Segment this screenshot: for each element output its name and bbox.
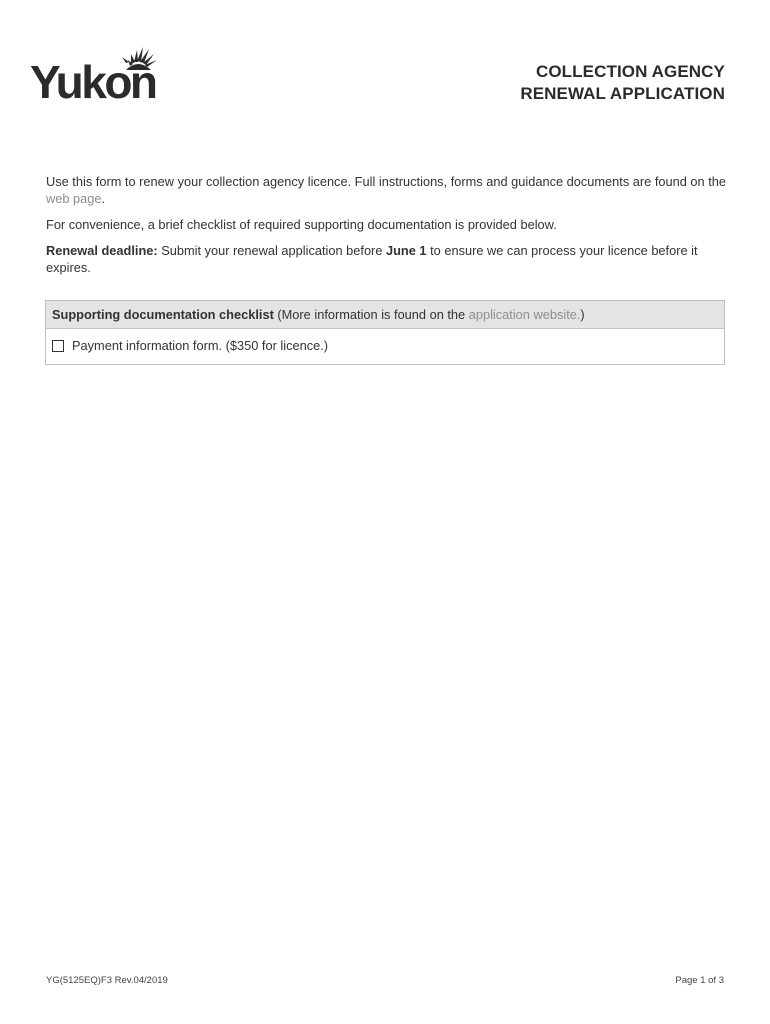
intro-text: Use this form to renew your collection agency licence. Full instructions, forms and guidance documents are found on the (46, 174, 727, 189)
checklist-heading-text: (More information is found on the (273, 307, 469, 322)
checklist-heading: Supporting documentation checklist (52, 307, 274, 322)
form-code: YG(5125EQ)F3 Rev.04/2019 (46, 975, 168, 986)
form-title (520, 61, 725, 105)
intro-text-end: . (101, 191, 106, 206)
logo-wordmark: Yukon (30, 56, 156, 105)
checklist-header (46, 301, 724, 329)
web-page-link[interactable]: web page (46, 191, 102, 206)
payment-form-checkbox[interactable] (52, 340, 64, 352)
checklist-heading-end: ) (580, 307, 585, 322)
yukon-logo-graphic (30, 40, 175, 105)
deadline-label: Renewal deadline: (46, 243, 158, 258)
checklist-item[interactable] (46, 329, 724, 364)
supporting-documentation-checklist (45, 300, 725, 365)
deadline-text-1: Submit your renewal application before (157, 243, 386, 258)
checklist-note: For convenience, a brief checklist of required supporting documentation is provided below. (46, 217, 557, 232)
intro-paragraph (46, 173, 726, 207)
title-line-1: COLLECTION AGENCY (535, 62, 725, 81)
deadline-date: June 1 (386, 243, 427, 258)
intro-section (46, 173, 726, 285)
title-line-2: RENEWAL APPLICATION (520, 84, 725, 103)
yukon-logo (30, 40, 175, 105)
deadline-paragraph (46, 242, 726, 276)
page-number: Page 1 of 3 (675, 975, 724, 986)
checklist-item-label: Payment information form. ($350 for licence.) (72, 338, 329, 353)
deadline-text-2: to ensure we can process your licence before it expires. (46, 243, 698, 275)
application-website-link[interactable]: application website. (468, 307, 581, 322)
